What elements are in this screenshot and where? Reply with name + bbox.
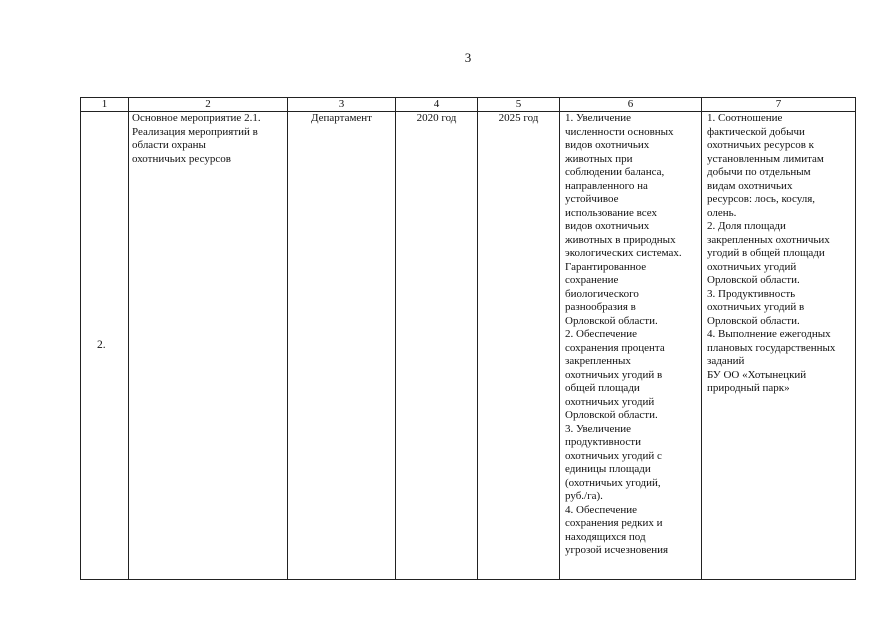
- result-line: общей площади: [565, 382, 640, 394]
- indicator-line: 2. Доля площади: [707, 220, 786, 232]
- measure-line: Реализация мероприятий в: [132, 125, 258, 138]
- indicator-line: видам охотничьих: [707, 179, 793, 192]
- indicator-line: охотничьих угодий: [707, 260, 797, 273]
- indicator-line: БУ ОО «Хотынецкий: [707, 368, 807, 381]
- indicator-line: охотничьих ресурсов к: [707, 139, 814, 151]
- program-table: [80, 97, 856, 580]
- indicator-line: природный парк»: [707, 382, 790, 394]
- result-line: 1. Увеличение: [565, 112, 632, 124]
- result-line: охотничьих угодий в: [565, 368, 663, 381]
- results-list: [565, 112, 699, 577]
- result-line: численности основных: [565, 125, 674, 138]
- result-line: 2. Обеспечение: [565, 328, 637, 340]
- result-line: видов охотничьих: [565, 220, 650, 232]
- indicator-line: 3. Продуктивность: [707, 287, 796, 300]
- column-header: 1: [81, 98, 129, 112]
- result-line: разнообразия в: [565, 301, 636, 313]
- result-line: соблюдении баланса,: [565, 166, 665, 178]
- result-line: сохранения редких и: [565, 517, 663, 529]
- indicator-line: угодий в общей площади: [707, 247, 825, 259]
- result-line: сохранение: [565, 274, 619, 286]
- measure-line: Основное мероприятие 2.1.: [132, 112, 261, 124]
- results-cell: [560, 112, 702, 580]
- result-line: охотничьих угодий с: [565, 449, 662, 462]
- page-number: 3: [464, 50, 472, 65]
- indicator-line: 1. Соотношение: [707, 112, 783, 124]
- measure-line: охотничьих ресурсов: [132, 152, 231, 165]
- column-header: 3: [288, 98, 396, 112]
- result-line: видов охотничьих: [565, 139, 650, 151]
- column-number-row: [81, 98, 856, 112]
- result-line: охотничьих угодий: [565, 395, 655, 408]
- result-line: (охотничьих угодий,: [565, 476, 661, 489]
- indicator-line: 4. Выполнение ежегодных: [707, 328, 831, 340]
- result-line: экологических системах.: [565, 247, 682, 259]
- result-line: сохранения процента: [565, 341, 665, 354]
- indicator-line: Орловской области.: [707, 314, 800, 327]
- column-header: 4: [396, 98, 478, 112]
- result-line: угрозой исчезновения: [565, 544, 669, 556]
- result-line: Орловской области.: [565, 409, 658, 421]
- indicator-line: заданий: [707, 355, 745, 367]
- row-number: 2.: [81, 112, 129, 580]
- indicator-line: ресурсов: лось, косуля,: [707, 193, 816, 205]
- result-line: руб./га).: [565, 490, 603, 502]
- result-line: единицы площади: [565, 463, 651, 475]
- result-line: животных при: [565, 152, 633, 165]
- indicator-line: плановых государственных: [707, 341, 836, 354]
- indicators-cell: [702, 112, 856, 580]
- result-line: Орловской области.: [565, 314, 658, 327]
- end-year-cell: 2025 год: [478, 112, 560, 580]
- measure-line: области охраны: [132, 139, 206, 151]
- result-line: Гарантированное: [565, 260, 647, 273]
- result-line: биологического: [565, 287, 639, 300]
- indicator-line: фактической добычи: [707, 125, 805, 138]
- measure-cell: [129, 112, 288, 580]
- start-year-cell: 2020 год: [396, 112, 478, 580]
- result-line: 3. Увеличение: [565, 422, 632, 435]
- column-header: 7: [702, 98, 856, 112]
- result-line: 4. Обеспечение: [565, 503, 637, 516]
- result-line: продуктивности: [565, 436, 641, 448]
- result-line: направленного на: [565, 179, 648, 192]
- result-line: находящихся под: [565, 530, 646, 543]
- column-header: 6: [560, 98, 702, 112]
- indicator-line: установленным лимитам: [707, 152, 824, 165]
- indicators-list: [707, 112, 853, 396]
- table-row: [81, 112, 856, 580]
- executor-cell: Департамент: [288, 112, 396, 580]
- indicator-line: закрепленных охотничьих: [707, 233, 830, 246]
- indicator-line: олень.: [707, 206, 737, 219]
- result-line: закрепленных: [565, 355, 631, 367]
- indicator-line: охотничьих угодий в: [707, 301, 805, 313]
- column-header: 2: [129, 98, 288, 112]
- result-line: животных в природных: [565, 233, 676, 246]
- result-line: устойчивое: [565, 193, 619, 205]
- column-header: 5: [478, 98, 560, 112]
- indicator-line: Орловской области.: [707, 274, 800, 286]
- result-line: использование всех: [565, 206, 658, 219]
- indicator-line: добычи по отдельным: [707, 166, 811, 178]
